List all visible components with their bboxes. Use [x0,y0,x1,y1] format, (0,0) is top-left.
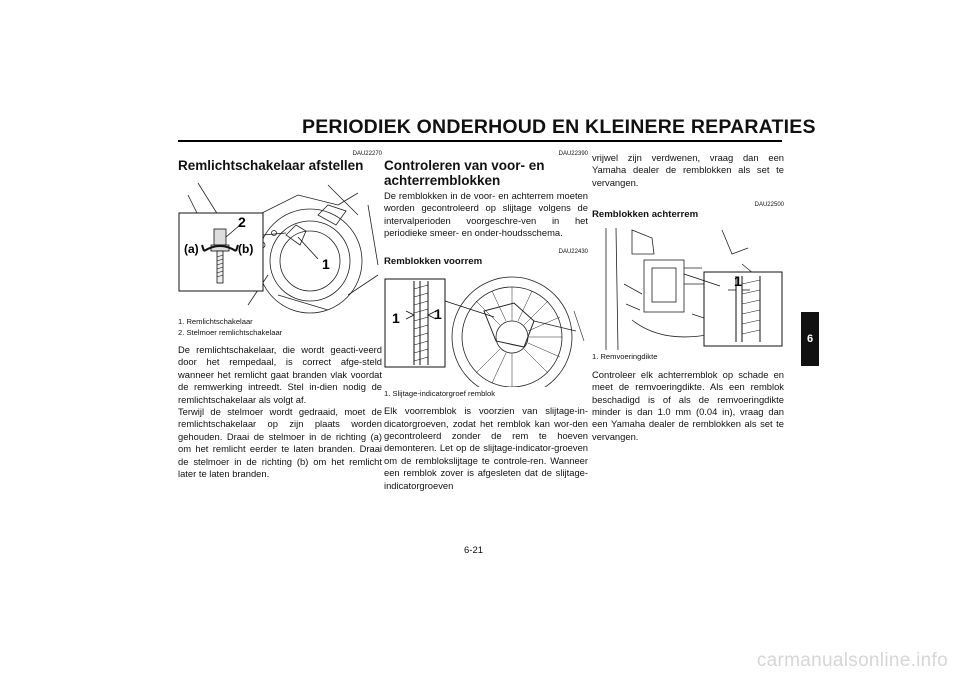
section-heading: Remlichtschakelaar afstellen [178,158,364,173]
paragraph-2: Terwijl de stelmoer wordt gedraaid, moet de remlichtschakelaar op zijn plaats worden gehouden. Draai de stelmoer in de richting (a) om het remlicht eerder te laten branden. Draai de stelmoer in de richting (b) om het remlicht later te laten branden. [178,406,382,480]
figure-label-1b: 1 [434,305,442,322]
paragraph-1: De remblokken in de voor- en achterrem moeten worden gecontroleerd op slijtage volgens de intervalperioden voorgeschre-ven in het periodieke smeer- en onder-houdsschema. [384,190,588,239]
figure-captions [178,317,382,338]
page-number: 6-21 [464,545,484,556]
figure-label-b: (b) [238,242,254,256]
caption-1: 1. Remlichtschakelaar [178,317,253,326]
column-2 [384,148,588,492]
rear-brake-figure [592,224,784,350]
section-code: DAU22390 [558,151,588,157]
section-code: DAU22270 [352,151,382,157]
figure-label-1: 1 [734,273,742,290]
front-brake-figure [384,271,588,387]
figure-label-a: (a) [184,242,199,256]
subsection-heading: Remblokken voorrem [384,255,483,267]
chapter-tab: 6 [801,312,819,366]
section-heading: Controleren van voor- en achterremblokken [384,158,545,188]
page-title: PERIODIEK ONDERHOUD EN KLEINERE REPARATIES [302,116,816,138]
header-rule [178,140,782,142]
figure-captions [592,352,784,363]
caption-1: 1. Slijtage-indicatorgroef remblok [384,388,496,398]
column-3 [592,148,784,443]
figure-label-1a: 1 [392,309,400,326]
paragraph-2: Controleer elk achterremblok op schade en meet de remvoeringdikte. Als een remblok beschadigd is of als de remvoeringdikte minder is dan 1.0 mm (0.04 in), vraag dan een Yamaha dealer de remblokken als set te vervangen. [592,368,784,442]
caption-1: 1. Remvoeringdikte [592,352,658,362]
subsection-code: DAU22430 [558,248,588,255]
section-code: DAU22500 [754,202,784,209]
figure-label-2: 2 [238,214,246,230]
paragraph-1: De remlichtschakelaar, die wordt geacti-veerd door het rempedaal, is correct afge-steld wanneer het remlicht gaat branden vlak voordat de remwerking intreedt. Stel in-dien nodig de remlichtschakelaar als volgt af. [178,344,382,405]
brake-light-switch-figure [178,175,382,315]
figure-label-1: 1 [322,256,330,272]
figure-captions [384,389,588,400]
column-1 [178,148,382,480]
caption-2: 2. Stelmoer remlichtschakelaar [178,327,283,337]
watermark: carmanualsonline.info [756,650,948,671]
section-heading: Remblokken achterrem [592,209,699,221]
paragraph-2: Elk voorremblok is voorzien van slijtage-in-dicatorgroeven, zodat het remblok kan wor-den gecontroleerd zonder de rem te hoeven demonteren. Let op de slijtage-indicator-groeven om de remblokslijtage te controle-ren. Wanneer een remblok zover is afgesleten dat de slijtage-indicatorgroeven [384,405,588,491]
paragraph-1: vrijwel zijn verdwenen, vraag dan een Yamaha dealer de remblokken als set te vervangen. [592,152,784,188]
